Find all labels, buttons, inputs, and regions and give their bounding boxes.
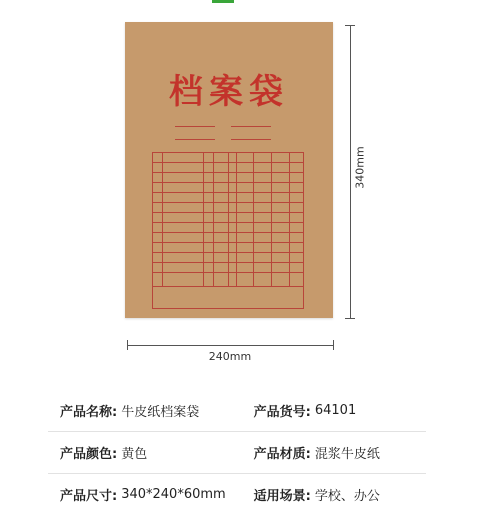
width-dimension-tick-right [333, 340, 334, 350]
spec-value: 混浆牛皮纸 [314, 447, 380, 462]
spec-label: 产品颜色: [60, 447, 118, 462]
spec-label: 产品材质: [253, 447, 311, 462]
spec-row [48, 390, 426, 432]
width-dimension-tick-left [127, 340, 128, 350]
envelope-image [125, 22, 333, 318]
height-dimension-line [350, 25, 351, 318]
spec-label: 产品名称: [60, 405, 118, 420]
spec-item [48, 485, 254, 504]
spec-value: 黄色 [121, 447, 148, 462]
spec-item [48, 401, 254, 420]
spec-value: 牛皮纸档案袋 [121, 405, 200, 420]
spec-item [254, 443, 426, 462]
spec-item [254, 485, 426, 504]
height-dimension-tick-bottom [345, 318, 355, 319]
spec-item [254, 401, 426, 420]
spec-row [48, 474, 426, 515]
width-dimension-label: 240mm [208, 350, 252, 363]
height-dimension-label: 340mm [353, 146, 367, 189]
width-dimension-line [127, 345, 333, 346]
spec-value: 64101 [314, 403, 357, 418]
spec-label: 产品货号: [253, 405, 311, 420]
product-spec-table [48, 390, 426, 515]
spec-label: 产品尺寸: [60, 489, 118, 504]
envelope-field-row-2 [173, 139, 271, 140]
envelope-field-row-1 [173, 126, 271, 127]
height-dimension-tick-top [345, 25, 355, 26]
spec-item [48, 443, 254, 462]
spec-row [48, 432, 426, 474]
spec-label: 适用场景: [253, 489, 311, 504]
envelope-contents-table [152, 152, 304, 309]
spec-value: 340*240*60mm [121, 487, 226, 502]
envelope-title: 档案袋 [169, 72, 289, 112]
top-accent-bar [212, 0, 234, 3]
spec-value: 学校、办公 [314, 489, 380, 504]
